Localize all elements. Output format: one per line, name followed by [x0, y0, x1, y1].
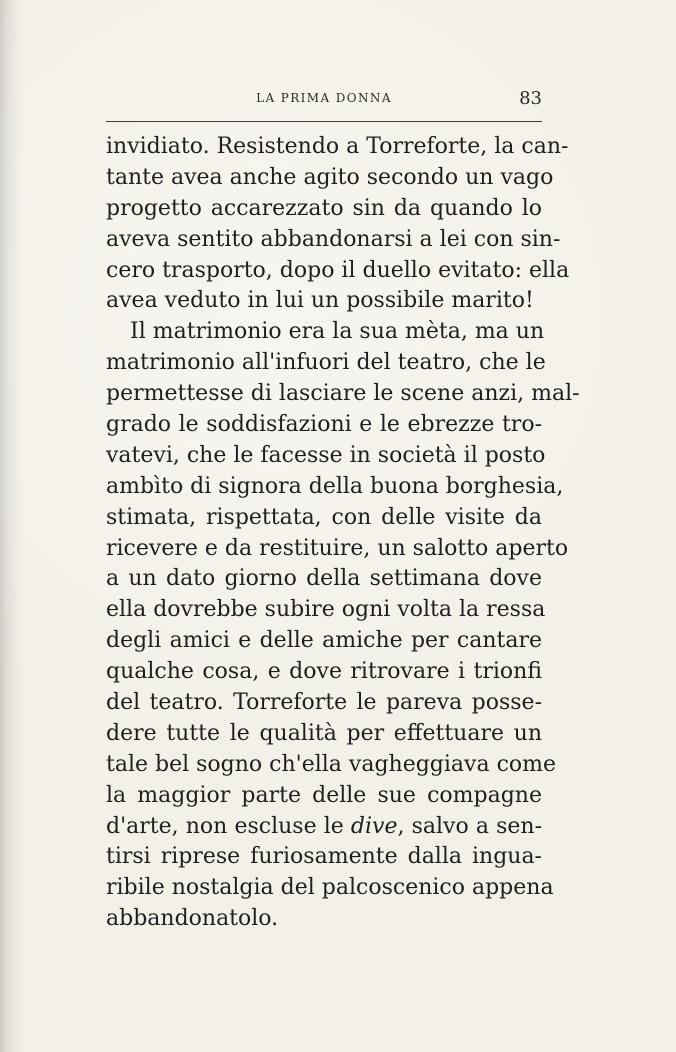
text-line-26: abbandonatolo.: [106, 906, 279, 932]
header-rule: [106, 121, 542, 122]
page-number: 83: [519, 88, 542, 109]
text-line-18: qualche cosa, e dove ritrovare i trionfi: [106, 659, 542, 685]
text-line-8: matrimonio all'infuori del teatro, che le: [106, 350, 546, 376]
text-line-20: dere tutte le qualità per effettuare un: [106, 720, 542, 746]
italic-word-dive: dive: [350, 813, 398, 839]
text-line-6: avea veduto in lui un possibile marito!: [106, 288, 534, 314]
text-line-17: degli amici e delle amiche per cantare: [106, 628, 542, 654]
text-line-24: tirsi riprese furiosamente dalla ingua-: [106, 844, 542, 870]
text-line-7: Il matrimonio era la sua mèta, ma un: [130, 319, 545, 345]
text-line-3: progetto accarezzato sin da quando lo: [106, 195, 542, 221]
text-line-21: tale bel sogno ch'ella vagheggiava come: [106, 751, 557, 777]
running-head: [106, 88, 542, 115]
text-line-1: invidiato. Resistendo a Torreforte, la can-: [106, 134, 569, 159]
running-title: LA PRIMA DONNA: [256, 91, 392, 105]
text-line-12: ambìto di signora della buona borghesia,: [106, 473, 564, 499]
text-line-15: a un dato giorno della settimana dove: [106, 566, 542, 592]
text-line-4: aveva sentito abbandonarsi a lei con sin-: [106, 226, 561, 252]
text-line-25: ribile nostalgia del palcoscenico appena: [106, 875, 554, 901]
text-line-14: ricevere e da restituire, un salotto aperto: [106, 535, 569, 561]
text-line-22: la maggior parte delle sue compagne: [106, 782, 542, 808]
text-line-19: del teatro. Torreforte le pareva posse-: [106, 690, 542, 716]
text-line-23-before: d'arte, non escluse le: [106, 813, 351, 839]
text-line-9: permettesse di lasciare le scene anzi, mal-: [106, 381, 580, 407]
text-line-23-after: , salvo a sen-: [397, 813, 542, 839]
text-line-2: tante avea anche agito secondo un vago: [106, 164, 554, 190]
text-line-16: ella dovrebbe subire ogni volta la ressa: [106, 597, 546, 623]
text-line-10: grado le soddisfazioni e le ebrezze tro-: [106, 412, 542, 438]
text-line-13: stimata, rispettata, con delle visite da: [106, 504, 542, 530]
body-text: [106, 132, 580, 935]
text-line-11: vatevi, che le facesse in società il posto: [106, 442, 546, 468]
text-line-5: cero trasporto, dopo il duello evitato: ella: [106, 257, 570, 283]
text-line-23: [106, 812, 542, 843]
